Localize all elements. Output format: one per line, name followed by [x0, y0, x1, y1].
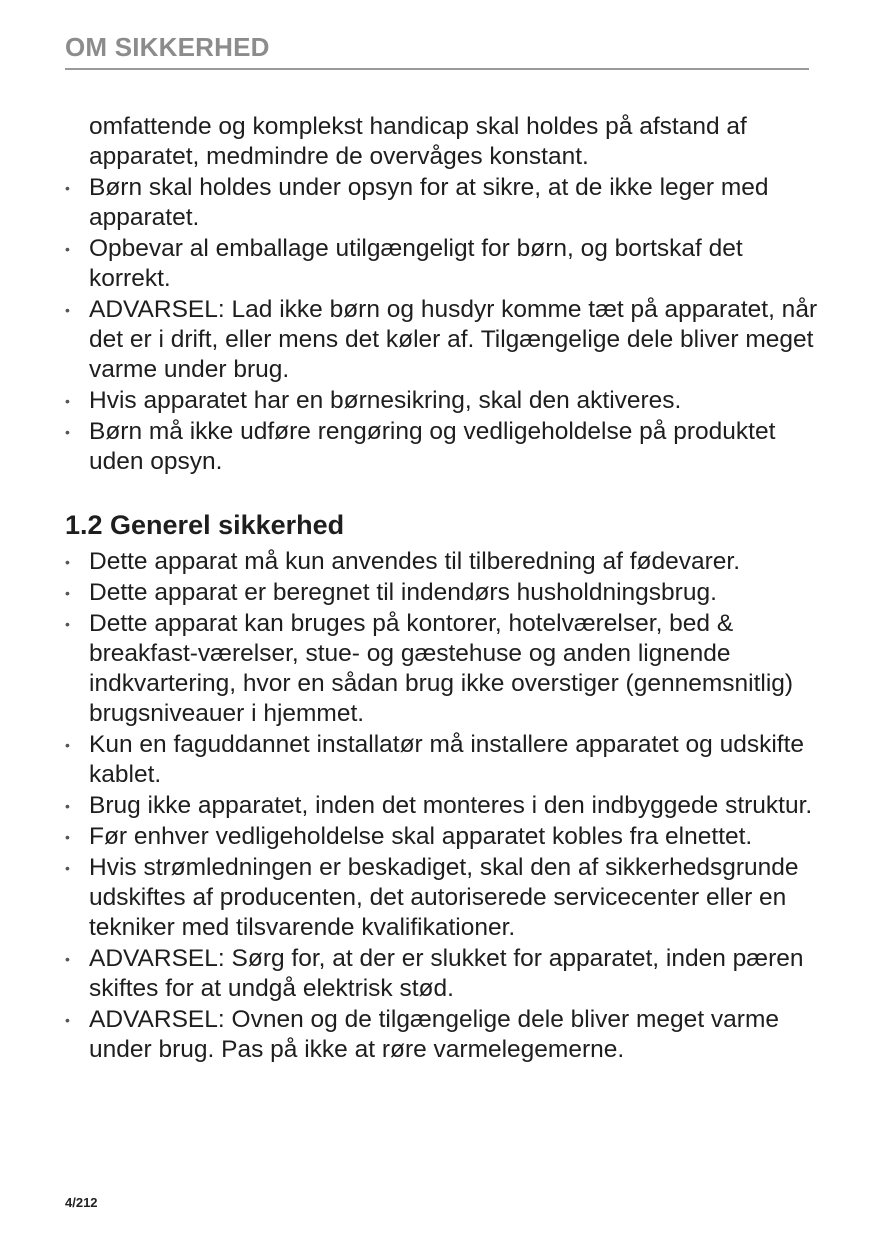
list-item: • Dette apparat er beregnet til indendørs husholdningsbrug. — [65, 578, 825, 608]
list-item: • Opbevar al emballage utilgængeligt for børn, og bortskaf det korrekt. — [65, 234, 825, 294]
safety-list-children — [65, 112, 825, 477]
page-header — [65, 30, 809, 70]
list-item: • Dette apparat kan bruges på kontorer, hotelværelser, bed & breakfast-værelser, stue- og gæstehuse og anden lignende indkvartering, hvor en sådan brug ikke overstiger (gennemsnitlig) brugsniveauer i hjemmet. — [65, 609, 825, 729]
list-item: • Hvis apparatet har en børnesikring, skal den aktiveres. — [65, 386, 825, 416]
header-title: OM SIKKERHED — [65, 32, 270, 62]
list-item: • ADVARSEL: Ovnen og de tilgængelige dele bliver meget varme under brug. Pas på ikke at røre varmelegemerne. — [65, 1005, 825, 1065]
list-item-continuation: omfattende og komplekst handicap skal holdes på afstand af apparatet, medmindre de overvåges konstant. — [89, 113, 747, 170]
section-heading: 1.2 Generel sikkerhed — [65, 510, 345, 540]
list-item: • Børn må ikke udføre rengøring og vedligeholdelse på produktet uden opsyn. — [65, 417, 825, 477]
list-item: • ADVARSEL: Sørg for, at der er slukket for apparatet, inden pæren skiftes for at undgå elektrisk stød. — [65, 944, 825, 1004]
page-number: 4/212 — [65, 1195, 98, 1210]
list-item: • Børn skal holdes under opsyn for at sikre, at de ikke leger med apparatet. — [65, 173, 825, 233]
list-item: • Dette apparat må kun anvendes til tilberedning af fødevarer. — [65, 547, 825, 577]
list-item: • ADVARSEL: Lad ikke børn og husdyr komme tæt på apparatet, når det er i drift, eller mens det køler af. Tilgængelige dele bliver meget varme under brug. — [65, 295, 825, 385]
list-item: • Kun en faguddannet installatør må installere apparatet og udskifte kablet. — [65, 730, 825, 790]
list-item: • Før enhver vedligeholdelse skal apparatet kobles fra elnettet. — [65, 822, 825, 852]
page-content — [65, 112, 825, 1066]
list-item: • Hvis strømledningen er beskadiget, skal den af sikkerhedsgrunde udskiftes af producenten, det autoriserede servicecenter eller en tekniker med tilsvarende kvalifikationer. — [65, 853, 825, 943]
list-item: • Brug ikke apparatet, inden det monteres i den indbyggede struktur. — [65, 791, 825, 821]
safety-list-general — [65, 547, 825, 1065]
